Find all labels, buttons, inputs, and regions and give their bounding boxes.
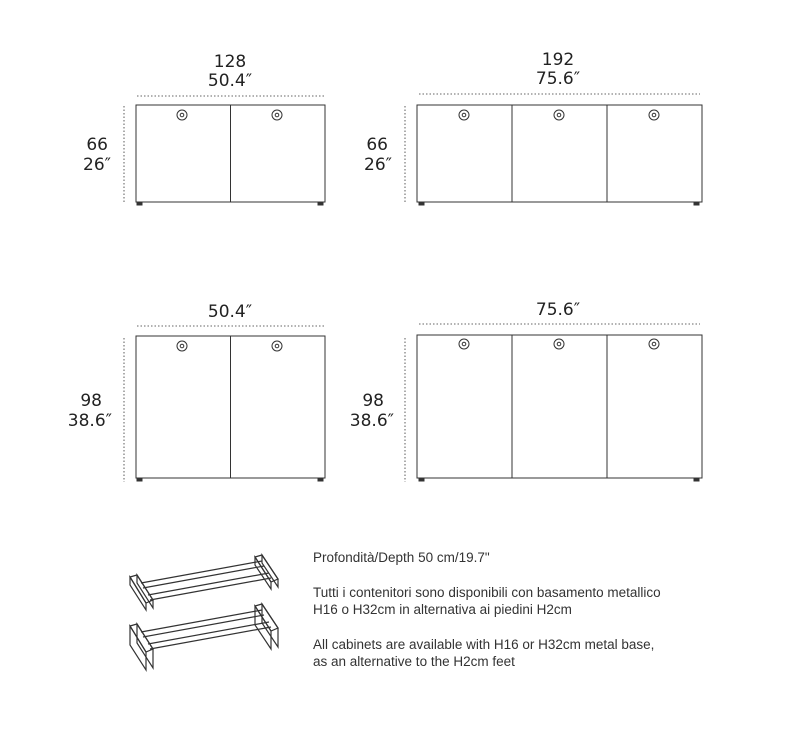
knob-icon [649,110,659,120]
height-in-label: 38.6″ [349,411,394,431]
height-cm-label: 98 [80,391,102,411]
knob-icon [554,339,564,349]
foot [137,202,142,205]
cabinet-bottom-left [124,326,325,482]
width-in-label: 75.6″ [535,69,581,89]
height-cm-label: 98 [362,391,384,411]
knob-icon [459,339,469,349]
width-in-label: 75.6″ [535,300,581,320]
height-cm-label: 66 [366,135,388,155]
foot [419,478,424,481]
cabinet-top-left [124,96,325,205]
height-in-label: 38.6″ [67,411,112,431]
foot [694,202,699,205]
english-note-line-1: All cabinets are available with H16 or H32cm metal base, [313,637,655,652]
knob-icon [272,341,282,351]
foot [137,478,142,481]
height-cm-label: 66 [86,135,108,155]
width-cm-label: 192 [541,50,575,70]
english-note-line-2: as an alternative to the H2cm feet [313,654,515,669]
knob-icon [177,341,187,351]
cabinet-bottom-right [405,324,702,482]
italian-note-line-2: H16 o H32cm in alternativa ai piedini H2cm [313,602,572,617]
height-in-label: 26″ [364,155,392,175]
knob-icon [649,339,659,349]
foot [694,478,699,481]
depth-note: Profondità/Depth 50 cm/19.7" [313,550,490,565]
knob-icon [272,110,282,120]
cabinet-body [417,335,702,478]
width-cm-label: 128 [213,52,247,72]
foot [318,202,323,205]
height-in-label: 26″ [83,155,111,175]
knob-icon [177,110,187,120]
foot [318,478,323,481]
metal-base-h32-icon [130,604,278,670]
knob-icon [459,110,469,120]
width-in-label: 50.4″ [207,71,253,91]
width-in-label: 50.4″ [207,302,253,322]
italian-note-line-1: Tutti i contenitori sono disponibili con basamento metallico [313,585,661,600]
knob-icon [554,110,564,120]
cabinet-top-right [405,94,702,205]
foot [419,202,424,205]
metal-base-h16-icon [130,555,278,610]
